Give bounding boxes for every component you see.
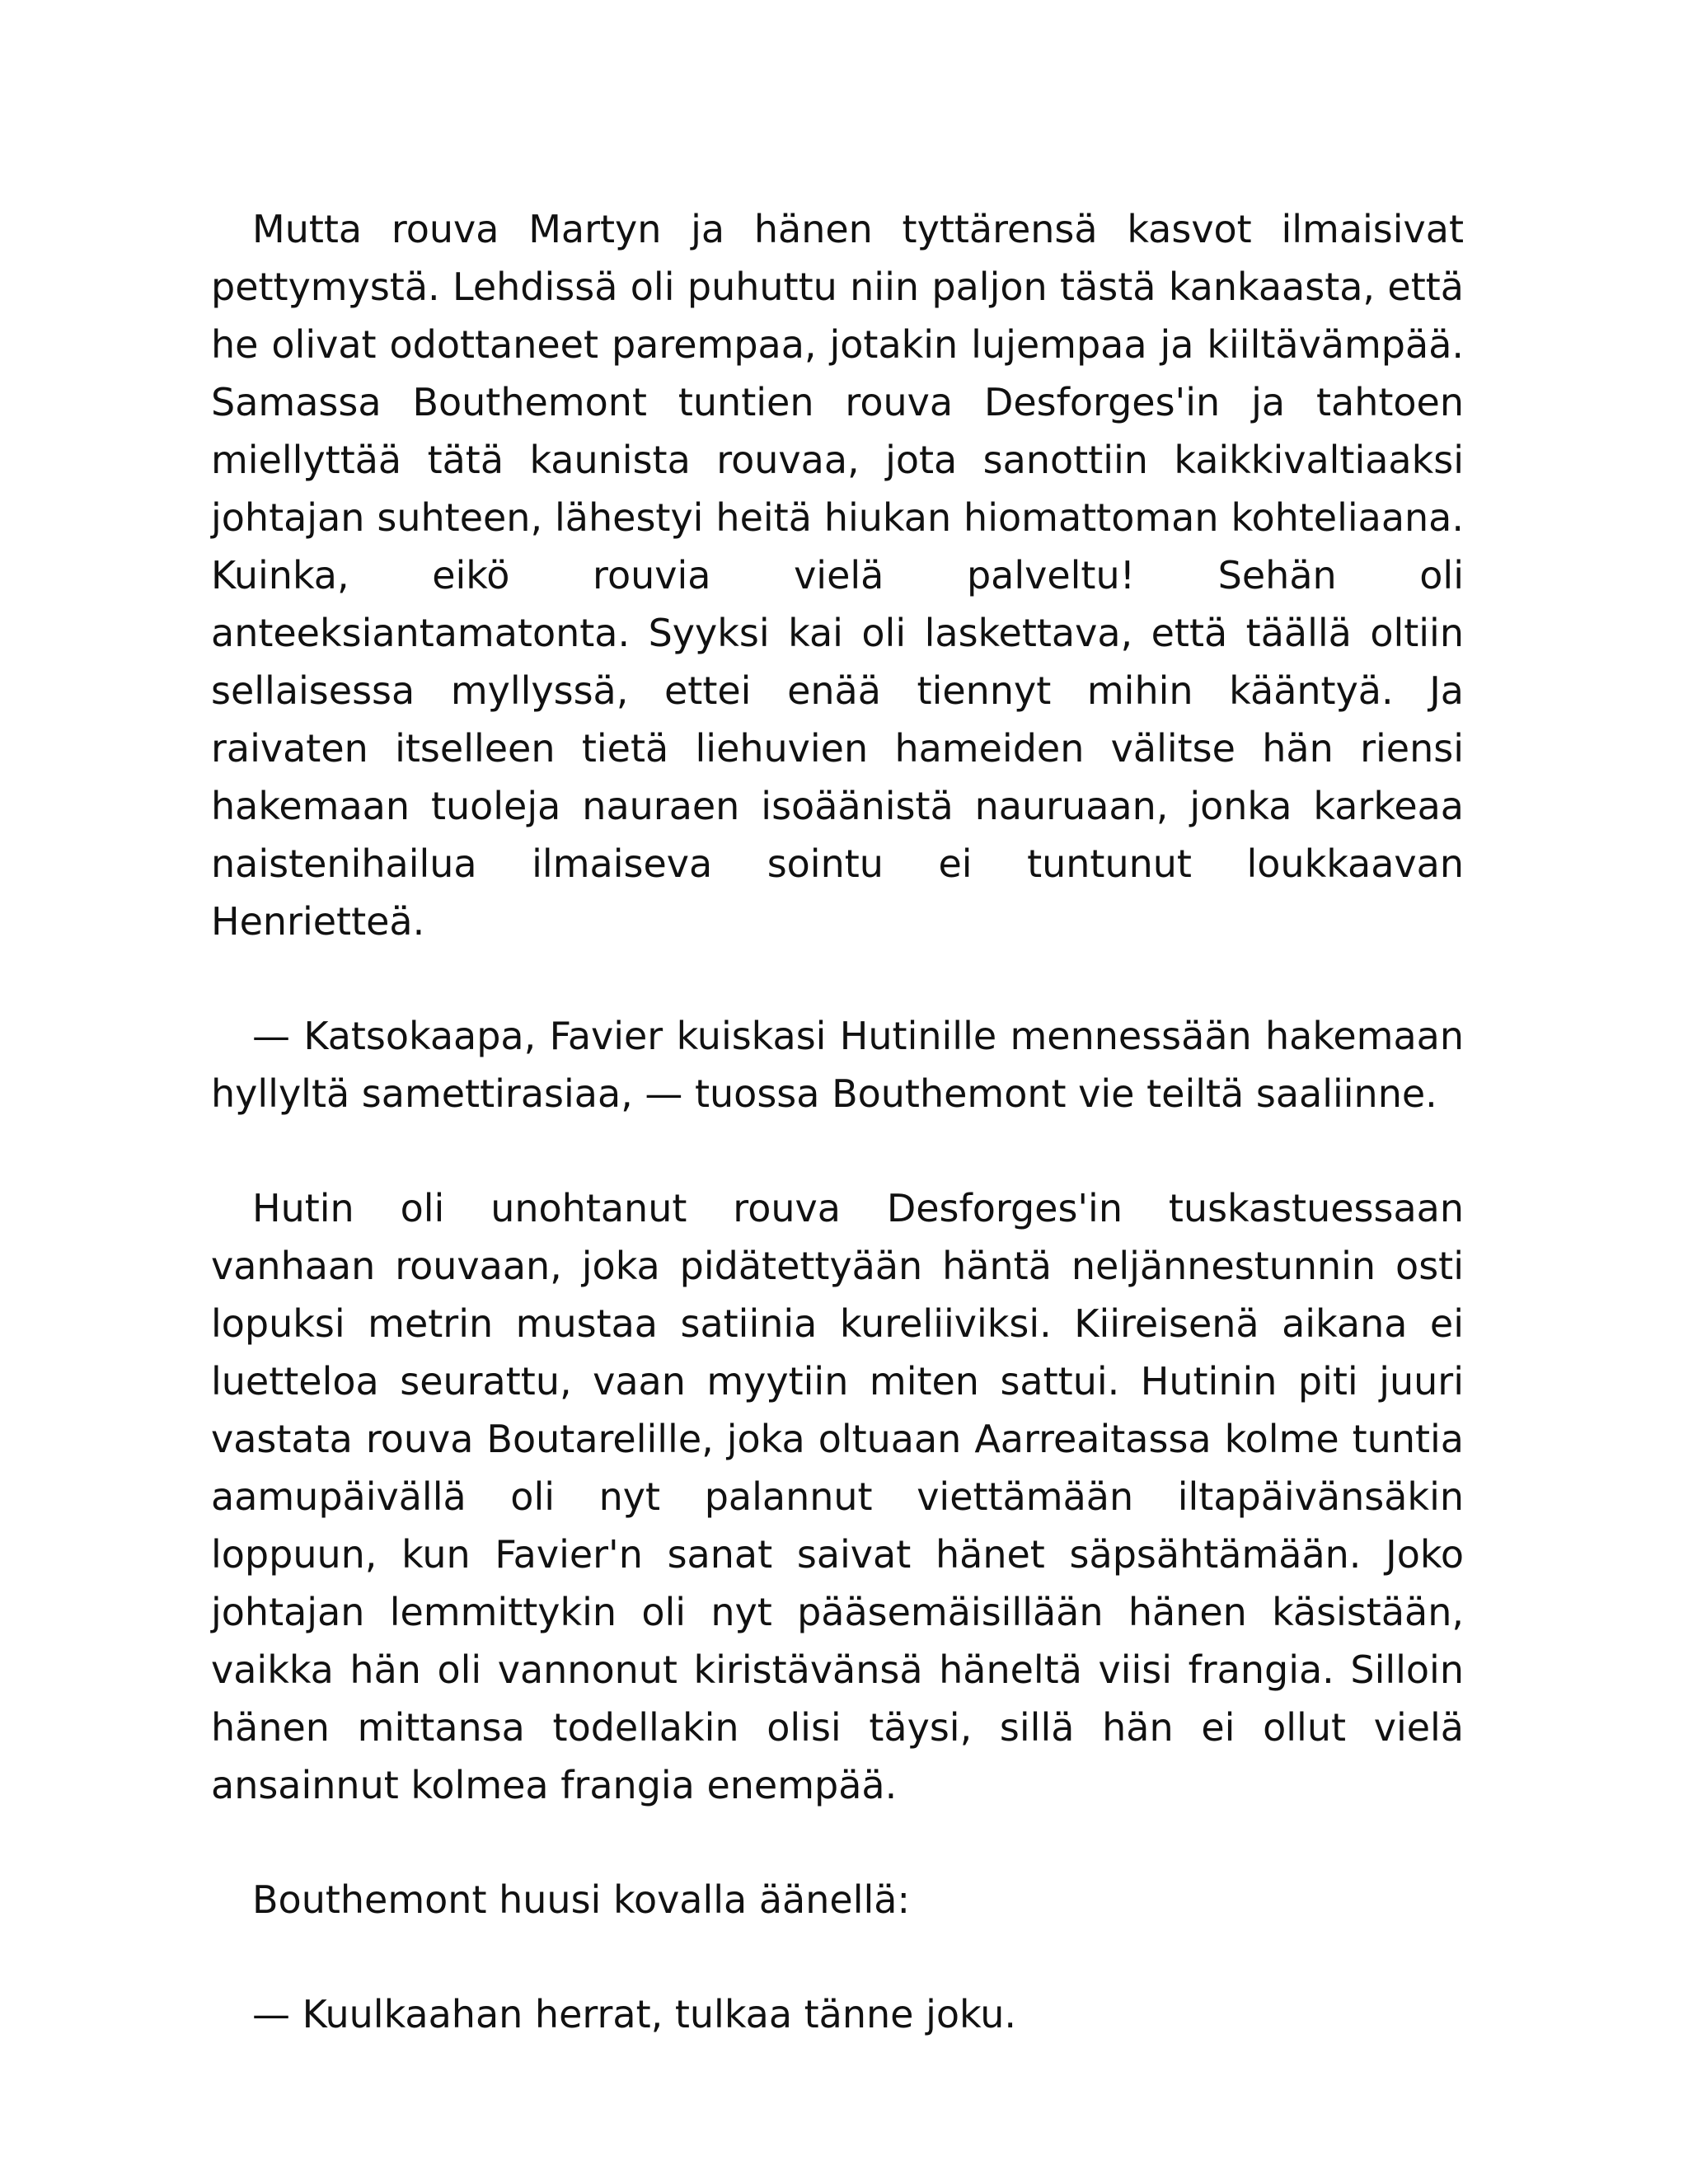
body-text [211,200,1464,2100]
paragraph: — Katsokaapa, Favier kuiskasi Hutinille mennessään hakemaan hyllyltä samettirasiaa, — tuossa Bouthemont vie teiltä saaliinne. [211,1014,1464,1116]
paragraph: Bouthemont huusi kovalla äänellä: [252,1877,910,1922]
paragraph: — Kuulkaahan herrat, tulkaa tänne joku. [252,1992,1017,2036]
paragraph: Mutta rouva Martyn ja hänen tyttärensä kasvot ilmaisivat pettymystä. Lehdissä oli puhuttu niin paljon tästä kankaasta, että he olivat odottaneet parempaa, jotakin lujempaa ja kiiltävämpää. Samassa Bouthemont tuntien rouva Desforges'in ja tahtoen miellyttää tätä kaunista rouvaa, jota sanottiin kaikkivaltiaaksi johtajan suhteen, lähestyi heitä hiukan hiomattoman kohteliaana. Kuinka, eikö rouvia vielä palveltu! Sehän oli anteeksiantamatonta. Syyksi kai oli laskettava, että täällä oltiin sellaisessa myllyssä, ettei enää tiennyt mihin kääntyä. Ja raivaten itselleen tietä liehuvien hameiden välitse hän riensi hakemaan tuoleja nauraen isoäänistä nauruaan, jonka karkeaa naistenihailua ilmaiseva sointu ei tuntunut loukkaavan Henrietteä. [211,207,1464,944]
paragraph: Hutin oli unohtanut rouva Desforges'in tuskastuessaan vanhaan rouvaan, joka pidätettyään häntä neljännestunnin osti lopuksi metrin mustaa satiinia kureliiviksi. Kiireisenä aikana ei luetteloa seurattu, vaan myytiin miten sattui. Hutinin piti juuri vastata rouva Boutarelille, joka oltuaan Aarreaitassa kolme tuntia aamupäivällä oli nyt palannut viettämään iltapäivänsäkin loppuun, kun Favier'n sanat saivat hänet säpsähtämään. Joko johtajan lemmittykin oli nyt pääsemäisillään hänen käsistään, vaikka hän oli vannonut kiristävänsä häneltä viisi frangia. Silloin hänen mittansa todellakin olisi täysi, sillä hän ei ollut vielä ansainnut kolmea frangia enempää. [211,1186,1464,1807]
